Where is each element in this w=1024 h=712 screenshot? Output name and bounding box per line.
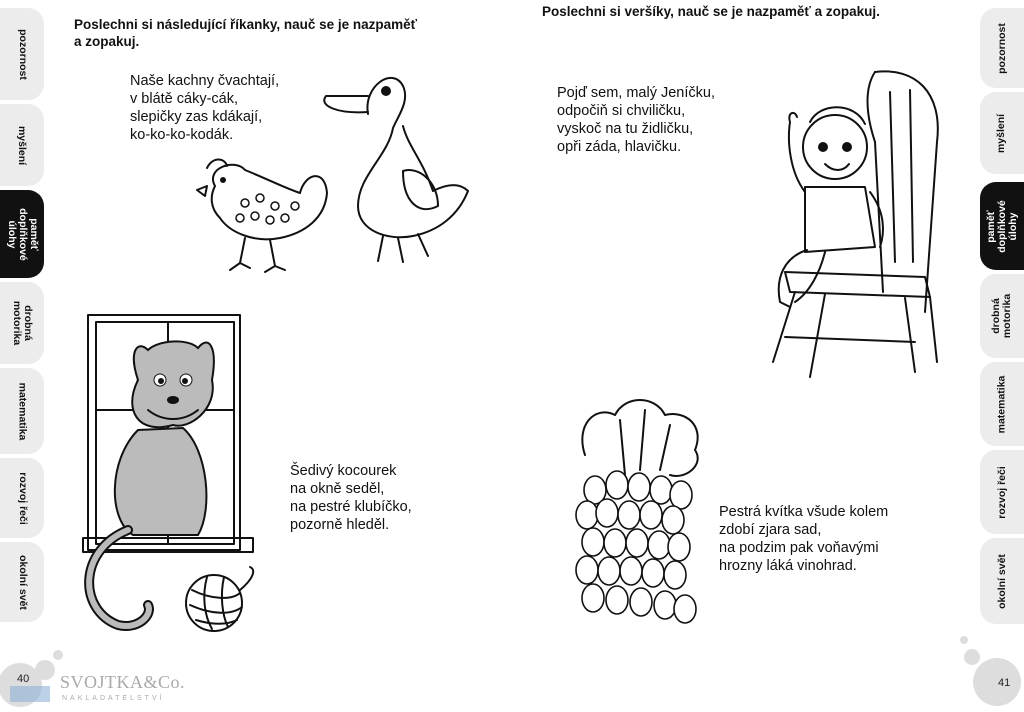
poem-line: vyskoč na tu židličku, bbox=[557, 121, 694, 137]
poem-line: ko-ko-ko-kodák. bbox=[130, 127, 234, 143]
right-corner-splash-decoration bbox=[952, 632, 1022, 712]
tab-pozornost-right[interactable]: pozornost bbox=[980, 8, 1024, 88]
poem-line: Pojď sem, malý Jeníčku, bbox=[557, 85, 715, 101]
poem-line: na okně seděl, bbox=[290, 481, 385, 497]
left-heading-line-2: a zopakuj. bbox=[74, 34, 140, 49]
poem-line: na pestré klubíčko, bbox=[290, 499, 412, 515]
tab-matematika-right[interactable]: matematika bbox=[980, 362, 1024, 446]
tab-drobna-motorika-left[interactable]: drobná motorika bbox=[0, 282, 44, 364]
publisher-name: SVOJTKA&Co. bbox=[60, 672, 186, 692]
poem-line: opři záda, hlavičku. bbox=[557, 139, 682, 155]
tab-matematika-left[interactable]: matematika bbox=[0, 368, 44, 454]
left-heading-line-1: Poslechni si následující říkanky, nauč se je nazpaměť bbox=[74, 17, 418, 32]
tab-pamet-right[interactable]: paměť doplňkové úlohy bbox=[980, 182, 1024, 270]
tab-rozvoj-reci-right[interactable]: rozvoj řeči bbox=[980, 450, 1024, 534]
poem-line: pozorně hleděl. bbox=[290, 517, 390, 533]
poem-line: hrozny láká vinohrad. bbox=[719, 558, 857, 574]
left-page-number: 40 bbox=[17, 673, 30, 685]
tab-okolni-svet-right[interactable]: okolní svět bbox=[980, 538, 1024, 624]
right-page-heading: Poslechni si veršíky, nauč se je nazpaměť a zopakuj. bbox=[542, 4, 880, 19]
poem-line: zdobí zjara sad, bbox=[719, 522, 822, 538]
poem-line: odpočiň si chviličku, bbox=[557, 103, 686, 119]
left-page-heading bbox=[74, 16, 417, 50]
publisher-logo-icon bbox=[10, 686, 50, 702]
publisher-subtitle: NAKLADATELSTVÍ bbox=[62, 695, 165, 702]
poem-grapes bbox=[719, 503, 888, 575]
poem-line: na podzim pak voňavými bbox=[719, 540, 879, 556]
poem-chair bbox=[557, 84, 715, 156]
tab-rozvoj-reci-left[interactable]: rozvoj řeči bbox=[0, 458, 44, 538]
tab-pamet-left[interactable]: paměť doplňkové úlohy bbox=[0, 190, 44, 278]
tab-mysleni-left[interactable]: myšlení bbox=[0, 104, 44, 186]
poem-ducks bbox=[130, 72, 279, 144]
poem-line: Pestrá kvítka všude kolem bbox=[719, 504, 889, 520]
poem-line: Naše kachny čvachtají, bbox=[130, 73, 280, 89]
tab-drobna-motorika-right[interactable]: drobná motorika bbox=[980, 274, 1024, 358]
tab-okolni-svet-left[interactable]: okolní svět bbox=[0, 542, 44, 622]
hen-illustration bbox=[185, 148, 335, 278]
poem-line: slepičky zas kdákají, bbox=[130, 109, 263, 125]
grapes-illustration bbox=[565, 395, 715, 635]
duck-illustration bbox=[318, 66, 478, 266]
yarn-ball-illustration bbox=[182, 565, 262, 635]
boy-chair-illustration bbox=[765, 62, 945, 382]
poem-cat bbox=[290, 462, 412, 534]
tab-mysleni-right[interactable]: myšlení bbox=[980, 92, 1024, 174]
poem-line: Šedivý kocourek bbox=[290, 463, 397, 479]
tab-pozornost-left[interactable]: pozornost bbox=[0, 8, 44, 100]
right-page-number: 41 bbox=[998, 677, 1011, 689]
poem-line: v blátě cáky-cák, bbox=[130, 91, 238, 107]
